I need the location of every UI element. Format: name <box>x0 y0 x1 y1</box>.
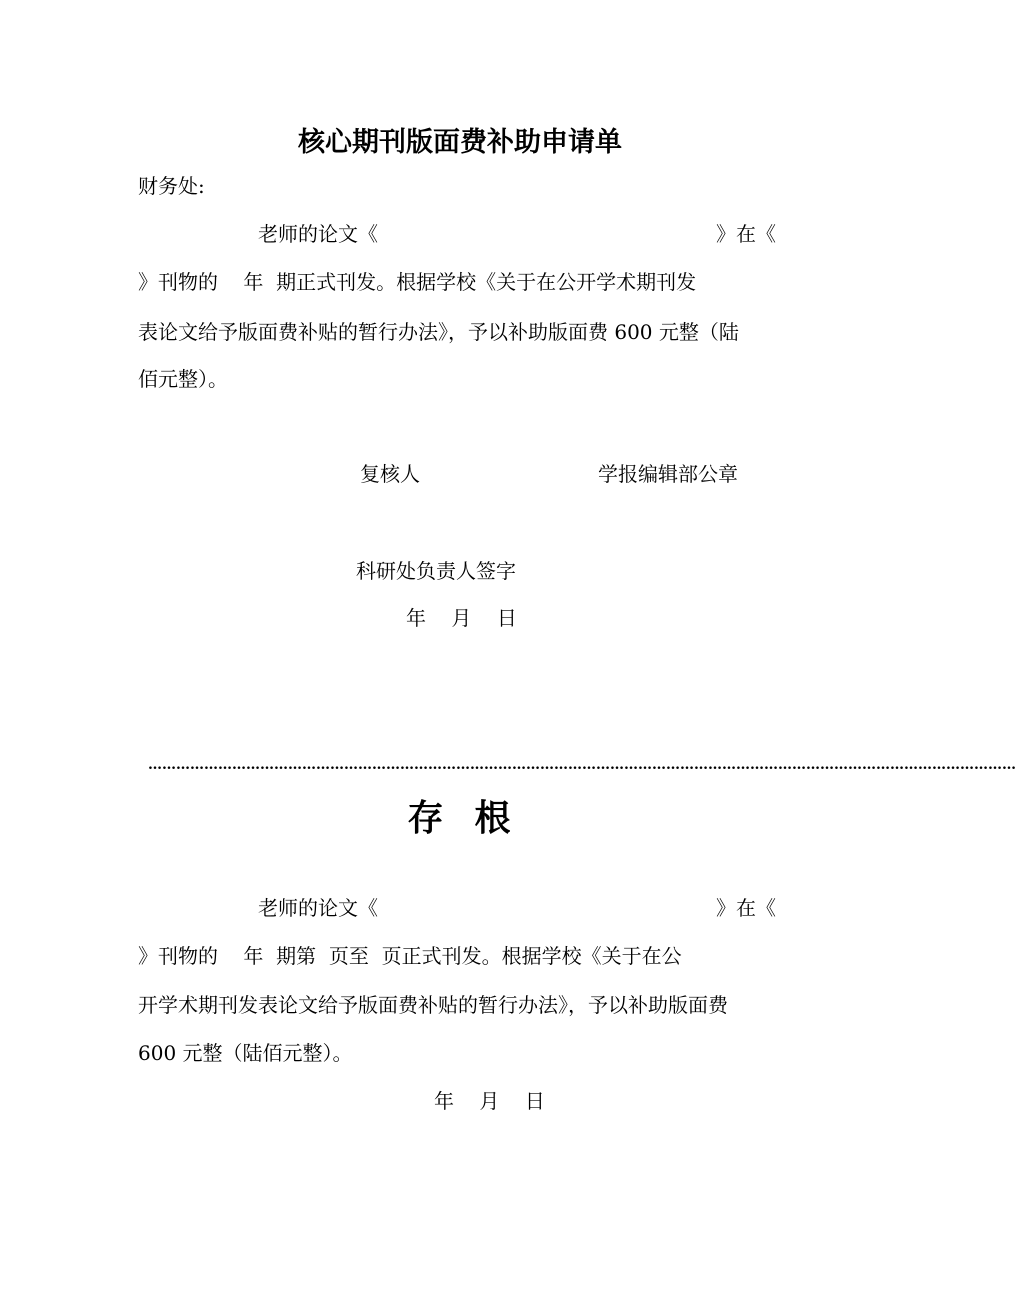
paragraph-line-3: 表论文给予版面费补贴的暂行办法》，予以补助版面费 600 元整（陆 <box>138 320 739 344</box>
stub-journal-line-start: 》在《 <box>716 896 776 920</box>
paper-line-start: 老师的论文《 <box>258 222 378 246</box>
stub-date-line: 年 月 日 <box>434 1089 545 1113</box>
stub-paper-line-start: 老师的论文《 <box>258 896 378 920</box>
seal-label: 学报编辑部公章 <box>598 462 738 486</box>
application-date-line: 年 月 日 <box>406 606 517 630</box>
journal-line-start: 》在《 <box>716 222 776 246</box>
reviewer-label: 复核人 <box>360 462 420 486</box>
form-title: 核心期刊版面费补助申请单 <box>298 127 622 158</box>
addressee: 财务处: <box>138 174 205 198</box>
paragraph-line-4: 佰元整）。 <box>138 367 228 391</box>
research-office-signature-label: 科研处负责人签字 <box>356 559 516 583</box>
stub-title: 存 根 <box>407 797 513 839</box>
cut-line-separator: …………………………………………………………………………………………………………………………………………………………………… <box>148 757 1016 773</box>
stub-paragraph-line-4: 600 元整（陆佰元整）。 <box>138 1041 353 1065</box>
stub-paragraph-line-3: 开学术期刊发表论文给予版面费补贴的暂行办法》，予以补助版面费 <box>138 993 728 1017</box>
stub-paragraph-line-2: 》刊物的 年 期第 页至 页正式刊发。根据学校《关于在公 <box>138 944 682 968</box>
paragraph-line-2: 》刊物的 年 期正式刊发。根据学校《关于在公开学术期刊发 <box>138 270 697 294</box>
